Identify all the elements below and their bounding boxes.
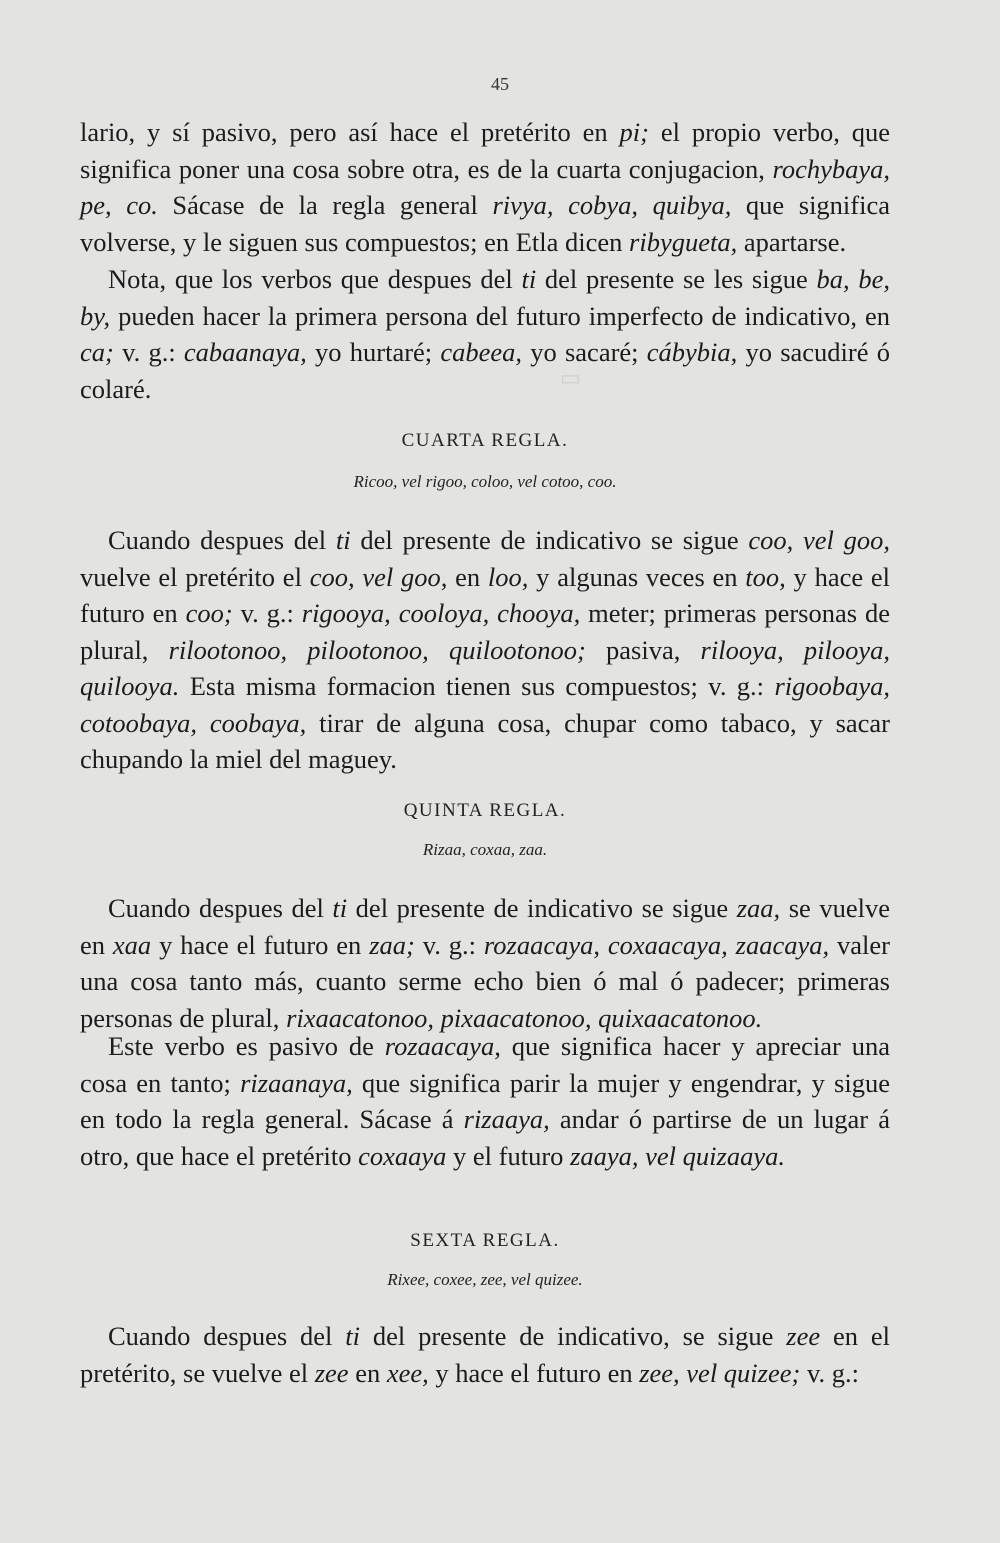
paragraph-1: lario, y sí pasivo, pero así hace el pretérito en pi; el propio verbo, que significa poner una cosa sobre otra, es de la cuarta conjugacion, rochybaya, pe, co. Sácase de la regla general rivya, cobya, quibya, que significa volverse, y le siguen sus compuestos; en Etla dicen ribygueta, apartarse. [80, 117, 890, 257]
heading-quinta-regla: QUINTA REGLA. [403, 800, 567, 821]
paragraph-4: Cuando despues del ti del presente de indicativo se sigue zaa, se vuelve en xaa y hace el futuro en zaa; v. g.: rozaacaya, coxaacaya, zaacaya, valer una cosa tanto más, cuanto serme echo bien ó mal ó padecer; primeras personas de plural, rixaacatonoo, pixaacatonoo, quixaacatonoo. [80, 893, 890, 1033]
subheading-cuarta-regla: Ricoo, vel rigoo, coloo, vel cotoo, coo. [353, 472, 617, 491]
paragraph-6: Cuando despues del ti del presente de indicativo, se sigue zee en el pretérito, se vuelve el zee en xee, y hace el futuro en zee, vel quizee; v. g.: [80, 1321, 890, 1388]
heading-sexta-regla: SEXTA REGLA. [410, 1230, 560, 1251]
paragraph-2: Nota, que los verbos que despues del ti del presente se les sigue ba, be, by, pueden hacer la primera persona del futuro imperfecto de indicativo, en ca; v. g.: cabaanaya, yo hurtaré; cabeea, yo sacaré; cábybia, yo sacudiré ó colaré. [80, 264, 890, 404]
heading-cuarta-regla: CUARTA REGLA. [401, 430, 569, 451]
paragraph-3: Cuando despues del ti del presente de indicativo se sigue coo, vel goo, vuelve el pretérito el coo, vel goo, en loo, y algunas veces en too, y hace el futuro en coo; v. g.: rigooya, cooloya, chooya, meter; primeras personas de plural, rilootonoo, pilootonoo, quilootonoo; pasiva, rilooya, pilooya, quilooya. Esta misma formacion tienen sus compuestos; v. g.: rigoobaya, cotoobaya, coobaya, tirar de alguna cosa, chupar como tabaco, y sacar chupando la miel del maguey. [80, 525, 890, 774]
paragraph-5: Este verbo es pasivo de rozaacaya, que significa hacer y apreciar una cosa en tanto; rizaanaya, que significa parir la mujer y engendrar, y sigue en todo la regla general. Sácase á rizaaya, andar ó partirse de un lugar á otro, que hace el pretérito coxaaya y el futuro zaaya, vel quizaaya. [80, 1031, 890, 1171]
subheading-quinta-regla: Rizaa, coxaa, zaa. [422, 840, 548, 859]
subheading-sexta-regla: Rixee, coxee, zee, vel quizee. [387, 1270, 583, 1289]
bleed-through-text: ▭ [560, 365, 581, 390]
page-number: 45 [491, 74, 509, 94]
